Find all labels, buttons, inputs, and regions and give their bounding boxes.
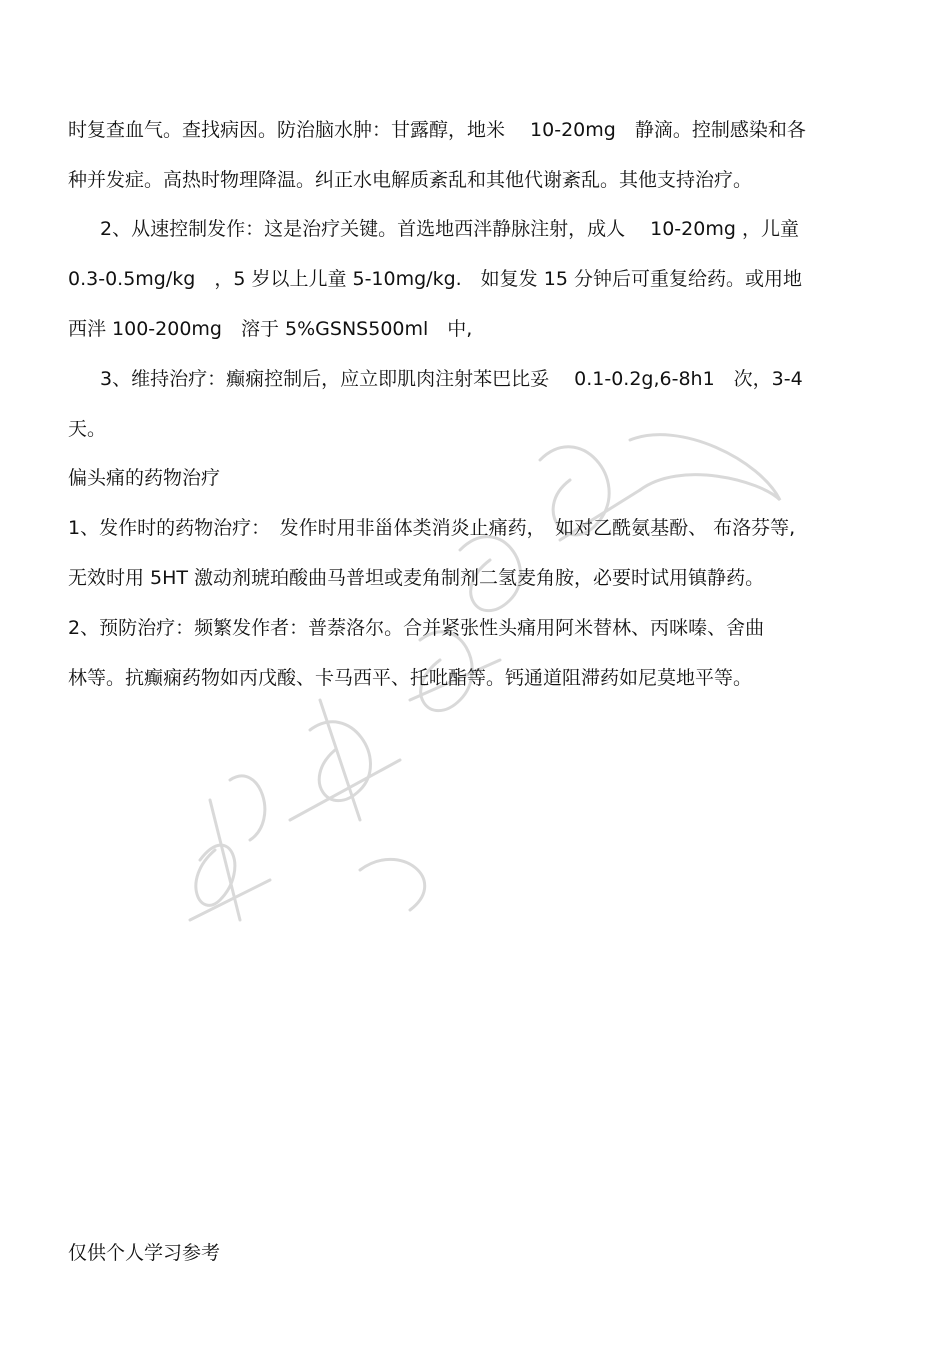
text-line: 无效时用 5HT 激动剂琥珀酸曲马普坦或麦角制剂二氢麦角胺，必要时试用镇静药。 (68, 567, 765, 589)
text-line: 天。 (68, 418, 107, 440)
text-line: 0.3-0.5mg/kg ，5 岁以上儿童 5-10mg/kg. 如复发 15 分钟后可重复给药。或用地 (68, 268, 802, 290)
text-line: 2、预防治疗：频繁发作者：普萘洛尔。合并紧张性头痛用阿米替林、丙咪嗪、舍曲 (68, 617, 765, 639)
text-line: 1、发作时的药物治疗： 发作时用非甾体类消炎止痛药， 如对乙酰氨基酚、 布洛芬等, (68, 517, 796, 539)
text-line: 林等。抗癫痫药物如丙戊酸、卡马西平、托吡酯等。钙通道阻滞药如尼莫地平等。 (68, 667, 753, 689)
text-line: 3、维持治疗：癫痫控制后，应立即肌肉注射苯巴比妥 0.1-0.2g,6-8h1 次，3-4 (100, 368, 803, 390)
text-line: 种并发症。高热时物理降温。纠正水电解质紊乱和其他代谢紊乱。其他支持治疗。 (68, 169, 753, 191)
text-line: 时复查血气。查找病因。防治脑水肿：甘露醇，地米 10-20mg 静滴。控制感染和各 (68, 119, 806, 141)
text-line: 西泮 100-200mg 溶于 5%GSNS500ml 中, (68, 318, 473, 340)
footer-note: 仅供个人学习参考 (68, 1242, 221, 1264)
text-line: 2、从速控制发作：这是治疗关键。首选地西泮静脉注射，成人 10-20mg ，儿童 (100, 218, 799, 240)
section-heading: 偏头痛的药物治疗 (68, 467, 221, 489)
